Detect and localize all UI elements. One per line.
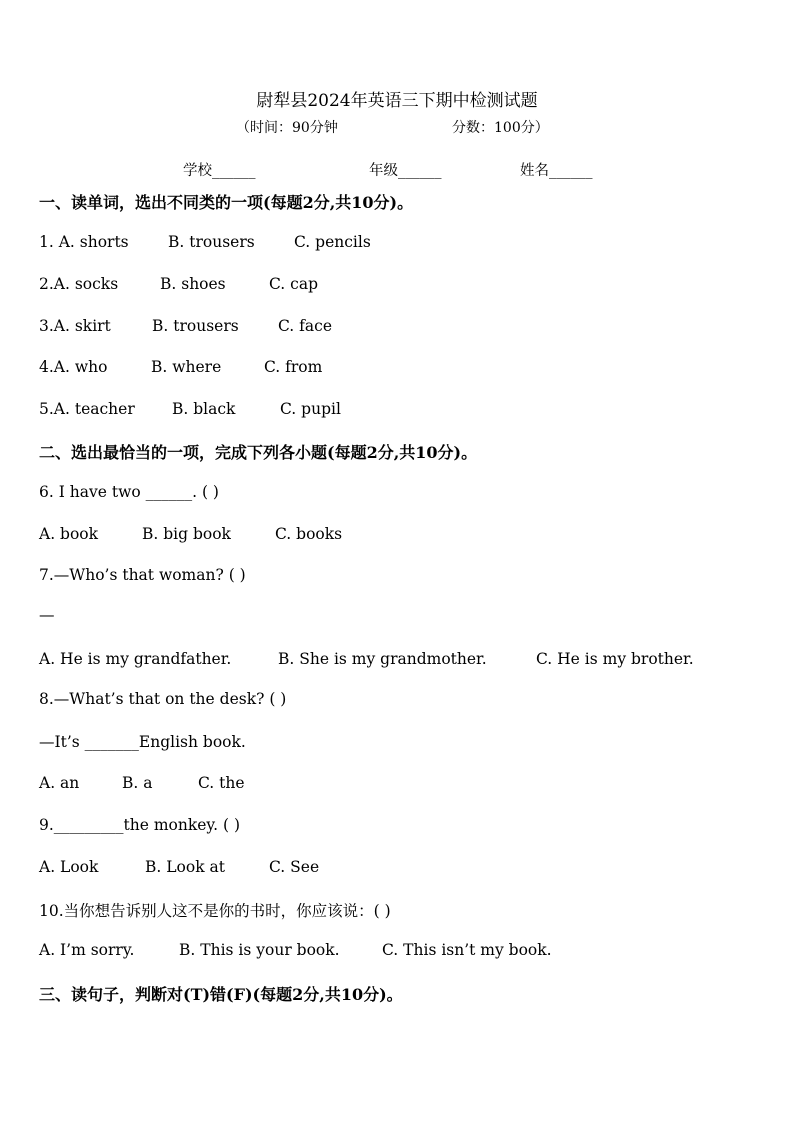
question-9-option-b: B. Look at: [145, 858, 225, 876]
question-4-option-b: B. where: [151, 358, 222, 376]
page-title: 尉犁县2024年英语三下期中检测试题: [256, 91, 538, 111]
name-field: 姓名______: [520, 163, 593, 179]
section-2-heading: 二、选出最恰当的一项，完成下列各小题(每题2分,共10分)。: [39, 443, 478, 462]
section-1-heading: 一、读单词，选出不同类的一项(每题2分,共10分)。: [39, 193, 414, 212]
option-a: A. shorts: [58, 233, 129, 251]
question-6-option-a: A. book: [39, 525, 99, 543]
question-5: [39, 400, 135, 418]
question-7-answer-dash: —: [39, 606, 55, 624]
question-number: 4.: [39, 358, 54, 376]
question-10-option-b: B. This is your book.: [179, 941, 340, 959]
question-9-option-a: A. Look: [39, 858, 99, 876]
question-10-stem: 10.当你想告诉别人这不是你的书时，你应该说：( ): [39, 902, 391, 920]
question-6-stem: 6. I have two ______. ( ): [39, 483, 219, 501]
question-3-option-c: C. face: [278, 317, 332, 335]
school-field: 学校______: [183, 163, 256, 179]
question-2-option-b: B. shoes: [160, 275, 226, 293]
question-9-option-c: C. See: [269, 858, 320, 876]
question-7-option-a: A. He is my grandfather.: [39, 650, 232, 668]
question-7-option-c: C. He is my brother.: [536, 650, 694, 668]
question-5-option-c: C. pupil: [280, 400, 341, 418]
question-1-option-b: B. trousers: [168, 233, 255, 251]
question-7-stem: 7.—Who’s that woman? ( ): [39, 566, 246, 584]
question-8-line-2: —It’s _______English book.: [39, 733, 246, 751]
question-6-option-b: B. big book: [142, 525, 231, 543]
question-number: 3.: [39, 317, 54, 335]
question-8-option-c: C. the: [198, 774, 245, 792]
question-8-option-a: A. an: [39, 774, 80, 792]
question-1-option-c: C. pencils: [294, 233, 371, 251]
question-2: [39, 275, 118, 293]
question-8-stem: 8.—What’s that on the desk? ( ): [39, 690, 287, 708]
question-2-option-c: C. cap: [269, 275, 319, 293]
question-9-stem: 9._________the monkey. ( ): [39, 816, 241, 834]
question-number: 5.: [39, 400, 54, 418]
option-a: A. teacher: [53, 400, 135, 418]
option-a: A. who: [53, 358, 108, 376]
option-a: A. socks: [53, 275, 119, 293]
question-3: [39, 317, 111, 335]
section-3-heading: 三、读句子，判断对(T)错(F)(每题2分,共10分)。: [39, 985, 403, 1004]
exam-score: 分数：100分）: [452, 120, 549, 136]
question-4-option-c: C. from: [264, 358, 323, 376]
question-8-option-b: B. a: [122, 774, 153, 792]
question-number: 2.: [39, 275, 54, 293]
question-3-option-b: B. trousers: [152, 317, 239, 335]
question-6-option-c: C. books: [275, 525, 343, 543]
question-10-option-a: A. I’m sorry.: [39, 941, 135, 959]
question-number: 1.: [39, 233, 59, 251]
question-5-option-b: B. black: [172, 400, 236, 418]
question-1: [39, 233, 129, 251]
question-7-option-b: B. She is my grandmother.: [278, 650, 487, 668]
question-4: [39, 358, 107, 376]
question-10-option-c: C. This isn’t my book.: [382, 941, 552, 959]
option-a: A. skirt: [53, 317, 111, 335]
grade-field: 年级______: [369, 163, 442, 179]
exam-time: （时间：90分钟: [236, 120, 338, 136]
